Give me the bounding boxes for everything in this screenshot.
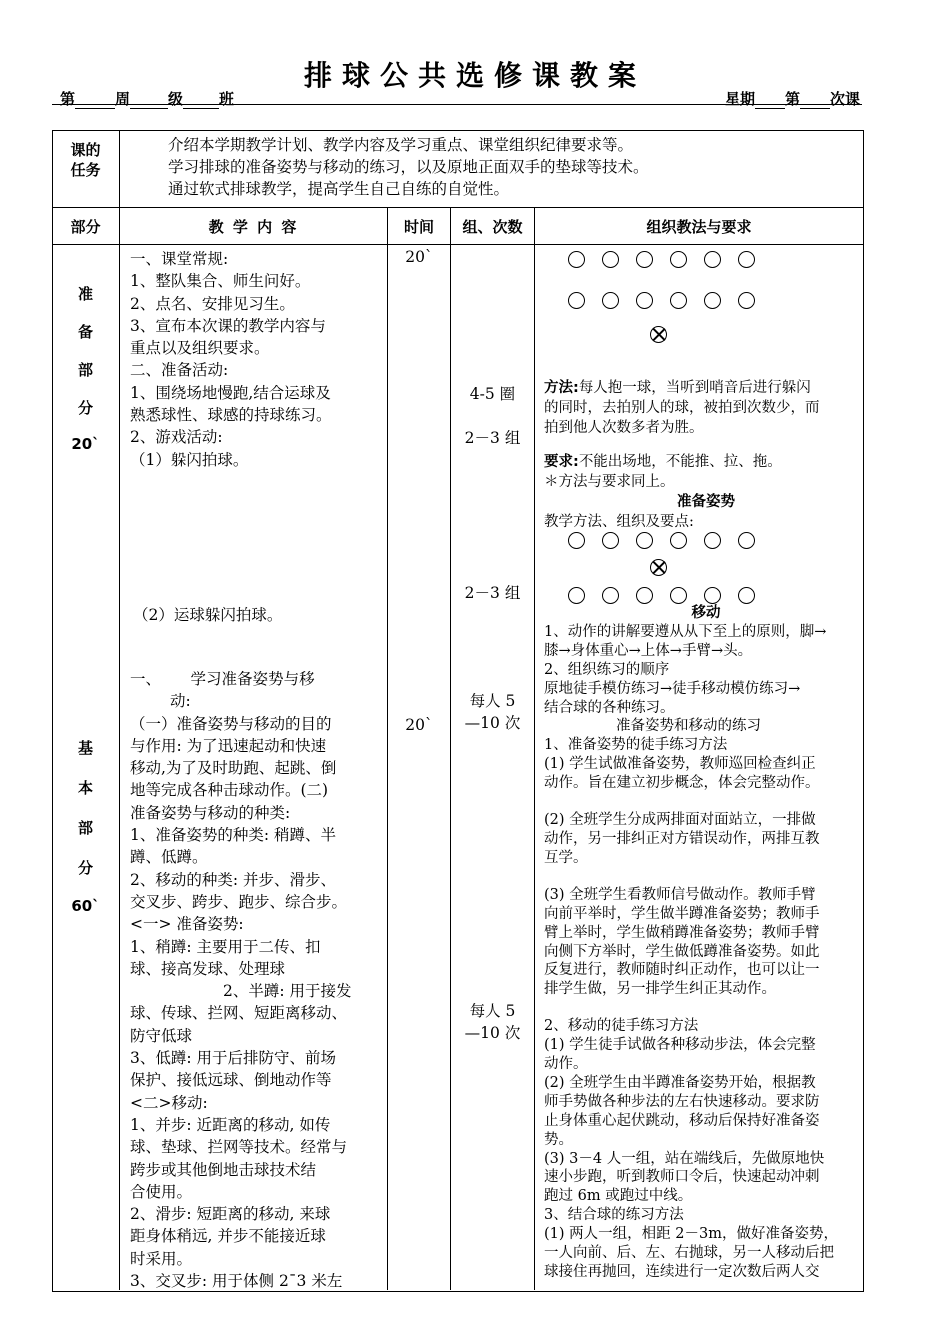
content-line: （2）运球躲闪拍球。 (133, 606, 283, 624)
header-rule (52, 104, 862, 105)
method-line: (2) 全班学生由半蹲准备姿势开始，根据教 (544, 1074, 816, 1091)
student-marker-icon (738, 292, 755, 309)
col-head-content: 教 学 内 容 (208, 218, 299, 236)
header-lesson-prefix: 第 (784, 90, 800, 108)
teacher-marker-icon (650, 559, 667, 576)
table-divider (52, 244, 864, 245)
part-main-char: 基 (77, 739, 93, 757)
formation-row (568, 531, 772, 551)
header-week-label: 周 (115, 90, 131, 108)
student-marker-icon (670, 532, 687, 549)
method-line: 1、准备姿势的徒手练习方法 (544, 737, 728, 754)
table-divider (52, 207, 864, 208)
method-line: 反复进行，教师随时纠正动作，也可以让一 (544, 962, 820, 979)
count-line: —10 次 (464, 1024, 521, 1042)
method-line: 速小步跑，听到教师口令后，快速起动冲刺 (544, 1169, 820, 1186)
method-line: (3) 3－4 人一组，站在端线后，先做原地快 (544, 1150, 825, 1167)
method-line: 动作，另一排纠正对方错误动作，两排互教 (544, 830, 820, 847)
method-line: (1) 两人一组，相距 2－3m，做好准备姿势， (544, 1226, 838, 1243)
content-main (130, 668, 385, 1292)
task-label-line: 课的 (70, 141, 101, 159)
student-marker-icon (602, 587, 619, 604)
content-line: 1、整队集合、师生问好。 (130, 272, 311, 291)
method-line: 动作。 (544, 1056, 588, 1073)
weekday-blank (755, 94, 785, 109)
content-line: 蹲、低蹲。 (130, 848, 208, 867)
week-blank (75, 94, 115, 109)
require-line: 不能出场地，不能推、拉、拖。 (578, 454, 782, 470)
count-line: 每人 5 (469, 692, 516, 710)
content-line: 准备姿势与移动的种类: (130, 803, 291, 822)
formation-teacher (650, 558, 667, 578)
content-line: 1、准备姿势的种类: 稍蹲、半 (130, 826, 337, 845)
content-line: 保护、接低远球、倒地动作等 (130, 1071, 332, 1090)
method-line: (1) 学生徒手试做各种移动步法，体会完整 (544, 1037, 816, 1054)
student-marker-icon (568, 532, 585, 549)
count-value: 2－3 组 (464, 584, 521, 602)
part-main-char: 部 (77, 819, 93, 837)
content-line: 球、垫球、拦网等技术。经常与 (130, 1138, 348, 1157)
method-line: 互学。 (544, 849, 588, 866)
part-prep-char: 20` (71, 435, 100, 453)
content-line: 2、半蹲: 用于接发 (223, 982, 352, 1001)
col-head-count: 组、次数 (462, 218, 523, 236)
col-head-time: 时间 (403, 218, 434, 236)
student-marker-icon (602, 532, 619, 549)
header-class-label: 班 (219, 90, 235, 108)
method-line: 球接住再抛回，连续进行一定次数后两人交 (544, 1264, 820, 1280)
part-main-char: 本 (77, 779, 93, 797)
content-line: 2、点名、安排见习生。 (130, 294, 295, 313)
student-marker-icon (636, 292, 653, 309)
method-line: 2、组织练习的顺序 (544, 661, 670, 678)
method-line: 向前平举时，学生做半蹲准备姿势；教师手 (544, 905, 820, 922)
part-prep (52, 283, 119, 473)
part-prep-char: 分 (77, 399, 93, 417)
student-marker-icon (636, 251, 653, 268)
header-grade-label: 级 (168, 90, 184, 108)
content-line: 时采用。 (130, 1249, 193, 1268)
table-divider (534, 207, 535, 1290)
method-line: 拍到他人次数多者为胜。 (544, 420, 704, 436)
content-line: （1）躲闪拍球。 (130, 450, 249, 469)
part-prep-char: 准 (77, 285, 93, 303)
method-line: 排学生做，另一排学生纠正其动作。 (544, 981, 776, 998)
method-line: (1) 学生试做准备姿势，教师巡回检查纠正 (544, 756, 816, 773)
same-note: ＊方法与要求同上。 (544, 474, 675, 490)
content-line: 2、游戏活动: (130, 428, 223, 447)
content-line: 3、宣布本次课的教学内容与 (130, 316, 326, 335)
header-weekday-lesson (725, 88, 860, 109)
method-line: 动作。旨在建立初步概念，体会完整动作。 (544, 775, 820, 792)
content-line: 2、滑步: 短距离的移动, 来球 (130, 1205, 331, 1224)
method-line: (3) 全班学生看教师信号做动作。教师手臂 (544, 886, 816, 903)
method-line: 准备姿势和移动的练习 (616, 718, 761, 735)
content-line: 1、并步: 近距离的移动, 如传 (130, 1115, 331, 1134)
ready-title: 准备姿势 (677, 494, 735, 510)
content-line: 一、课堂常规: (130, 250, 229, 268)
method-line: 的同时，去拍别人的球，被拍到次数少，而 (544, 400, 820, 416)
method-line: 3、结合球的练习方法 (544, 1207, 684, 1224)
student-marker-icon (738, 532, 755, 549)
content-prep (130, 248, 385, 471)
content-line: 重点以及组织要求。 (130, 339, 270, 358)
content-line: 交叉步、跨步、跑步、综合步。 (130, 892, 348, 911)
method-line: 止身体重心起伏跳动，移动后保持好准备姿 (544, 1112, 820, 1129)
part-prep-char: 备 (77, 323, 93, 341)
student-marker-icon (704, 532, 721, 549)
student-marker-icon (704, 587, 721, 604)
content-line: 球、传球、拦网、短距离移动、 (130, 1004, 348, 1023)
content-line: 3、交叉步: 用于体侧 2¯3 米左 (130, 1272, 343, 1291)
method-line: 每人抱一球，当听到哨音后进行躲闪 (578, 380, 811, 396)
student-marker-icon (670, 251, 687, 268)
part-main-char: 分 (77, 859, 93, 877)
task-label (52, 140, 119, 180)
student-marker-icon (568, 251, 585, 268)
method-line: 跑过 6m 或跑过中线。 (544, 1188, 693, 1205)
col-head-part: 部分 (70, 218, 101, 236)
content-line: 与作用: 为了迅速起动和快速 (130, 736, 327, 755)
content-line: 3、低蹲: 用于后排防守、前场 (130, 1049, 337, 1068)
content-line: 熟悉球性、球感的持球练习。 (130, 406, 332, 425)
method-line: 臂上举时，学生做稍蹲准备姿势；教师手臂 (544, 924, 820, 941)
content-line: <一> 准备姿势: (130, 915, 244, 934)
method-practice (544, 604, 860, 1282)
student-marker-icon (568, 292, 585, 309)
time-prep: 20` (405, 248, 433, 266)
content-line: 跨步或其他倒地击球技术结 (130, 1160, 317, 1179)
content-line: 动: (170, 692, 191, 711)
student-marker-icon (636, 587, 653, 604)
count-value (451, 690, 534, 734)
method-line: (2) 全班学生分成两排面对面站立，一排做 (544, 812, 816, 829)
content-line: 一、 学习准备姿势与移 (130, 670, 315, 688)
header-lesson-label: 次课 (829, 90, 860, 108)
teacher-marker-icon (650, 326, 667, 343)
method-line: 一人向前、后、左、右抛球，另一人移动后把 (544, 1245, 834, 1262)
method-line: 原地徒手模仿练习→徒手移动模仿练习→ (544, 680, 801, 697)
student-marker-icon (704, 251, 721, 268)
method-line: 2、移动的徒手练习方法 (544, 1018, 699, 1035)
student-marker-icon (568, 587, 585, 604)
student-marker-icon (670, 587, 687, 604)
content-line: （一）准备姿势与移动的目的 (130, 714, 332, 733)
formation-row (568, 586, 772, 606)
formation-teacher (650, 325, 667, 345)
content-line: 距身体稍远, 并步不能接近球 (130, 1227, 326, 1246)
method-label: 方法: (544, 380, 579, 396)
col-head-method: 组织教法与要求 (646, 218, 752, 236)
student-marker-icon (636, 532, 653, 549)
student-marker-icon (704, 292, 721, 309)
table-divider (119, 207, 120, 1290)
formation-row (568, 291, 772, 311)
content-line: <二>移动: (130, 1093, 208, 1112)
student-marker-icon (602, 292, 619, 309)
count-line: —10 次 (464, 714, 521, 732)
task-line: 介绍本学期教学计划、教学内容及学习重点、课堂组织纪律要求等。 (168, 136, 634, 154)
part-main-char: 60` (71, 897, 100, 915)
formation-row (568, 250, 772, 270)
header-week-class (60, 88, 234, 109)
count-line: 每人 5 (469, 1002, 516, 1020)
time-main: 20` (405, 716, 433, 734)
task-line: 通过软式排球教学，提高学生自己自练的自觉性。 (168, 180, 510, 198)
method-line: 师手势做各种步法的左右快速移动。要求防 (544, 1093, 820, 1110)
grade-blank (130, 94, 168, 109)
method-line: 势。 (544, 1131, 573, 1148)
class-blank (183, 94, 219, 109)
content-line: 移动,为了及时助跑、起跳、倒 (130, 759, 337, 778)
move-title: 移动 (691, 605, 721, 621)
header-week-prefix: 第 (60, 90, 76, 108)
task-text (168, 134, 649, 200)
student-marker-icon (738, 587, 755, 604)
student-marker-icon (738, 251, 755, 268)
require-label: 要求: (544, 454, 579, 470)
org-line: 教学方法、组织及要点: (544, 514, 694, 530)
method-text (544, 378, 860, 532)
task-label-line: 任务 (70, 161, 101, 179)
student-marker-icon (670, 292, 687, 309)
content-line: 球、接高发球、处理球 (130, 959, 286, 978)
page-title: 排球公共选修课教案 (303, 59, 646, 92)
part-main (52, 737, 119, 937)
student-marker-icon (602, 251, 619, 268)
task-line: 学习排球的准备姿势与移动的练习，以及原地正面双手的垫球等技术。 (168, 158, 649, 176)
count-value (451, 1000, 534, 1044)
content-line: 地等完成各种击球动作。(二) (130, 781, 329, 800)
method-line: 膝→身体重心→上体→手臂→头。 (544, 642, 753, 659)
table-divider (450, 207, 451, 1290)
part-prep-char: 部 (77, 361, 93, 379)
header-weekday-label: 星期 (724, 90, 755, 108)
content-line: 2、移动的种类: 并步、滑步、 (130, 870, 337, 889)
table-divider (387, 207, 388, 1290)
method-line: 1、动作的讲解要遵从从下至上的原则，脚→ (544, 623, 827, 640)
content-line: 1、稍蹲: 主要用于二传、扣 (130, 937, 321, 956)
content-line: 二、准备活动: (130, 361, 229, 380)
lesson-blank (800, 94, 830, 109)
content-line: 1、围绕场地慢跑,结合运球及 (130, 383, 331, 402)
method-line: 向侧下方举时，学生做低蹲准备姿势。如此 (544, 943, 820, 960)
content-line: 防守低球 (130, 1026, 193, 1045)
count-value: 2－3 组 (464, 429, 521, 447)
method-line: 结合球的各种练习。 (544, 699, 675, 716)
table-divider (119, 130, 120, 208)
content-line: 合使用。 (130, 1182, 193, 1201)
count-value: 4-5 圈 (469, 385, 516, 403)
